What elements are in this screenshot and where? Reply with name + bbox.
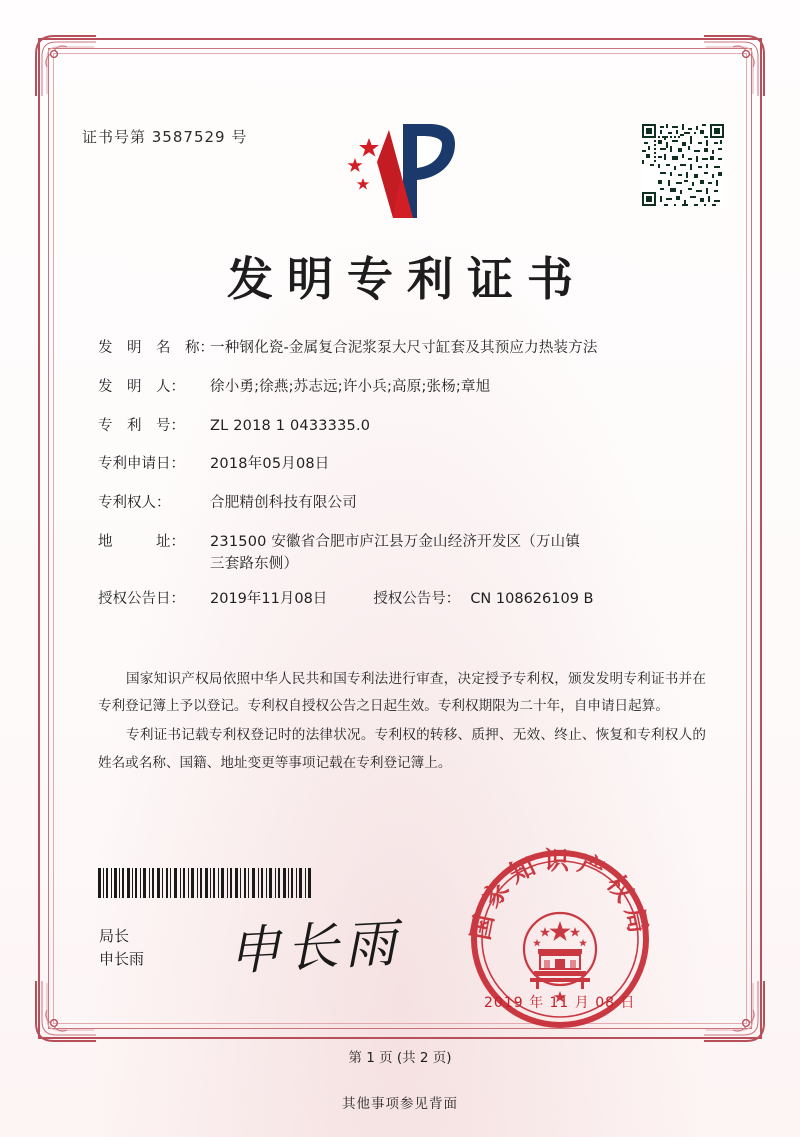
field-value: 2019年11月08日: [210, 591, 328, 608]
field-label: 授权公告日：: [98, 591, 185, 608]
paragraph-2: 专利证书记载专利权登记时的法律状况。专利权的转移、质押、无效、终止、恢复和专利权人的姓名或名称、国籍、地址变更等事项记载在专利登记簿上。: [98, 727, 706, 771]
field-value: ZL 2018 1 0433335.0: [210, 417, 371, 434]
field-value-secondary: CN 108626109 B: [470, 591, 594, 608]
field-value: 一种钢化瓷-金属复合泥浆泵大尺寸缸套及其预应力热装方法: [210, 340, 598, 356]
field-grant-announcement: [98, 589, 708, 611]
field-label: 发 明 名 称：: [98, 340, 214, 356]
field-inventors: [98, 377, 708, 399]
page-title: 发明专利证书: [227, 252, 587, 306]
paragraph-1: 国家知识产权局依照中华人民共和国专利法进行审查，决定授予专利权，颁发发明专利证书并在专利登记簿上予以登记。专利权自授权公告之日起生效。专利权期限为二十年，自申请日起算。: [98, 671, 706, 715]
barcode-icon: [98, 868, 314, 898]
field-label: 专 利 号：: [98, 417, 185, 434]
legal-text: [98, 666, 706, 779]
field-value: 徐小勇;徐燕;苏志远;许小兵;高原;张杨;章旭: [210, 378, 491, 395]
field-value: 2018年05月08日: [210, 456, 330, 473]
field-label: 地 址：: [98, 533, 185, 550]
footer-note: 其他事项参见背面: [342, 1096, 458, 1112]
field-value: 合肥精创科技有限公司: [210, 495, 357, 511]
address-line-2: 三套路东侧）: [210, 555, 299, 572]
certificate-fields: [98, 338, 708, 628]
field-address: [98, 532, 708, 576]
patent-emblem-icon: [333, 118, 463, 226]
handwritten-signature: 申长雨: [226, 913, 404, 983]
field-label: 专利权人：: [98, 495, 171, 511]
signature-role: 局长: [99, 927, 130, 945]
field-label: 发 明 人：: [98, 378, 185, 395]
field-label-secondary: 授权公告号：: [373, 591, 461, 608]
field-application-date: [98, 454, 708, 476]
page-indicator: 第 1 页 (共 2 页): [348, 1050, 452, 1066]
address-line-1: 231500 安徽省合肥市庐江县万金山经济开发区（万山镇: [210, 533, 581, 550]
field-value: [210, 532, 708, 576]
seal-date: 2019 年 11 月 08 日: [484, 995, 636, 1011]
field-patent-number: [98, 416, 708, 438]
certificate-number: 证书号第 3587529 号: [82, 128, 248, 146]
signature-block: [99, 925, 144, 972]
field-label: 专利申请日：: [98, 456, 185, 473]
svg-text:国家知识产权局: 国家知识产权局: [466, 846, 654, 943]
field-patentee: [98, 493, 708, 515]
signature-name: 申长雨: [99, 950, 145, 969]
field-invention-name: [98, 338, 708, 360]
qr-code-icon: [642, 124, 724, 206]
